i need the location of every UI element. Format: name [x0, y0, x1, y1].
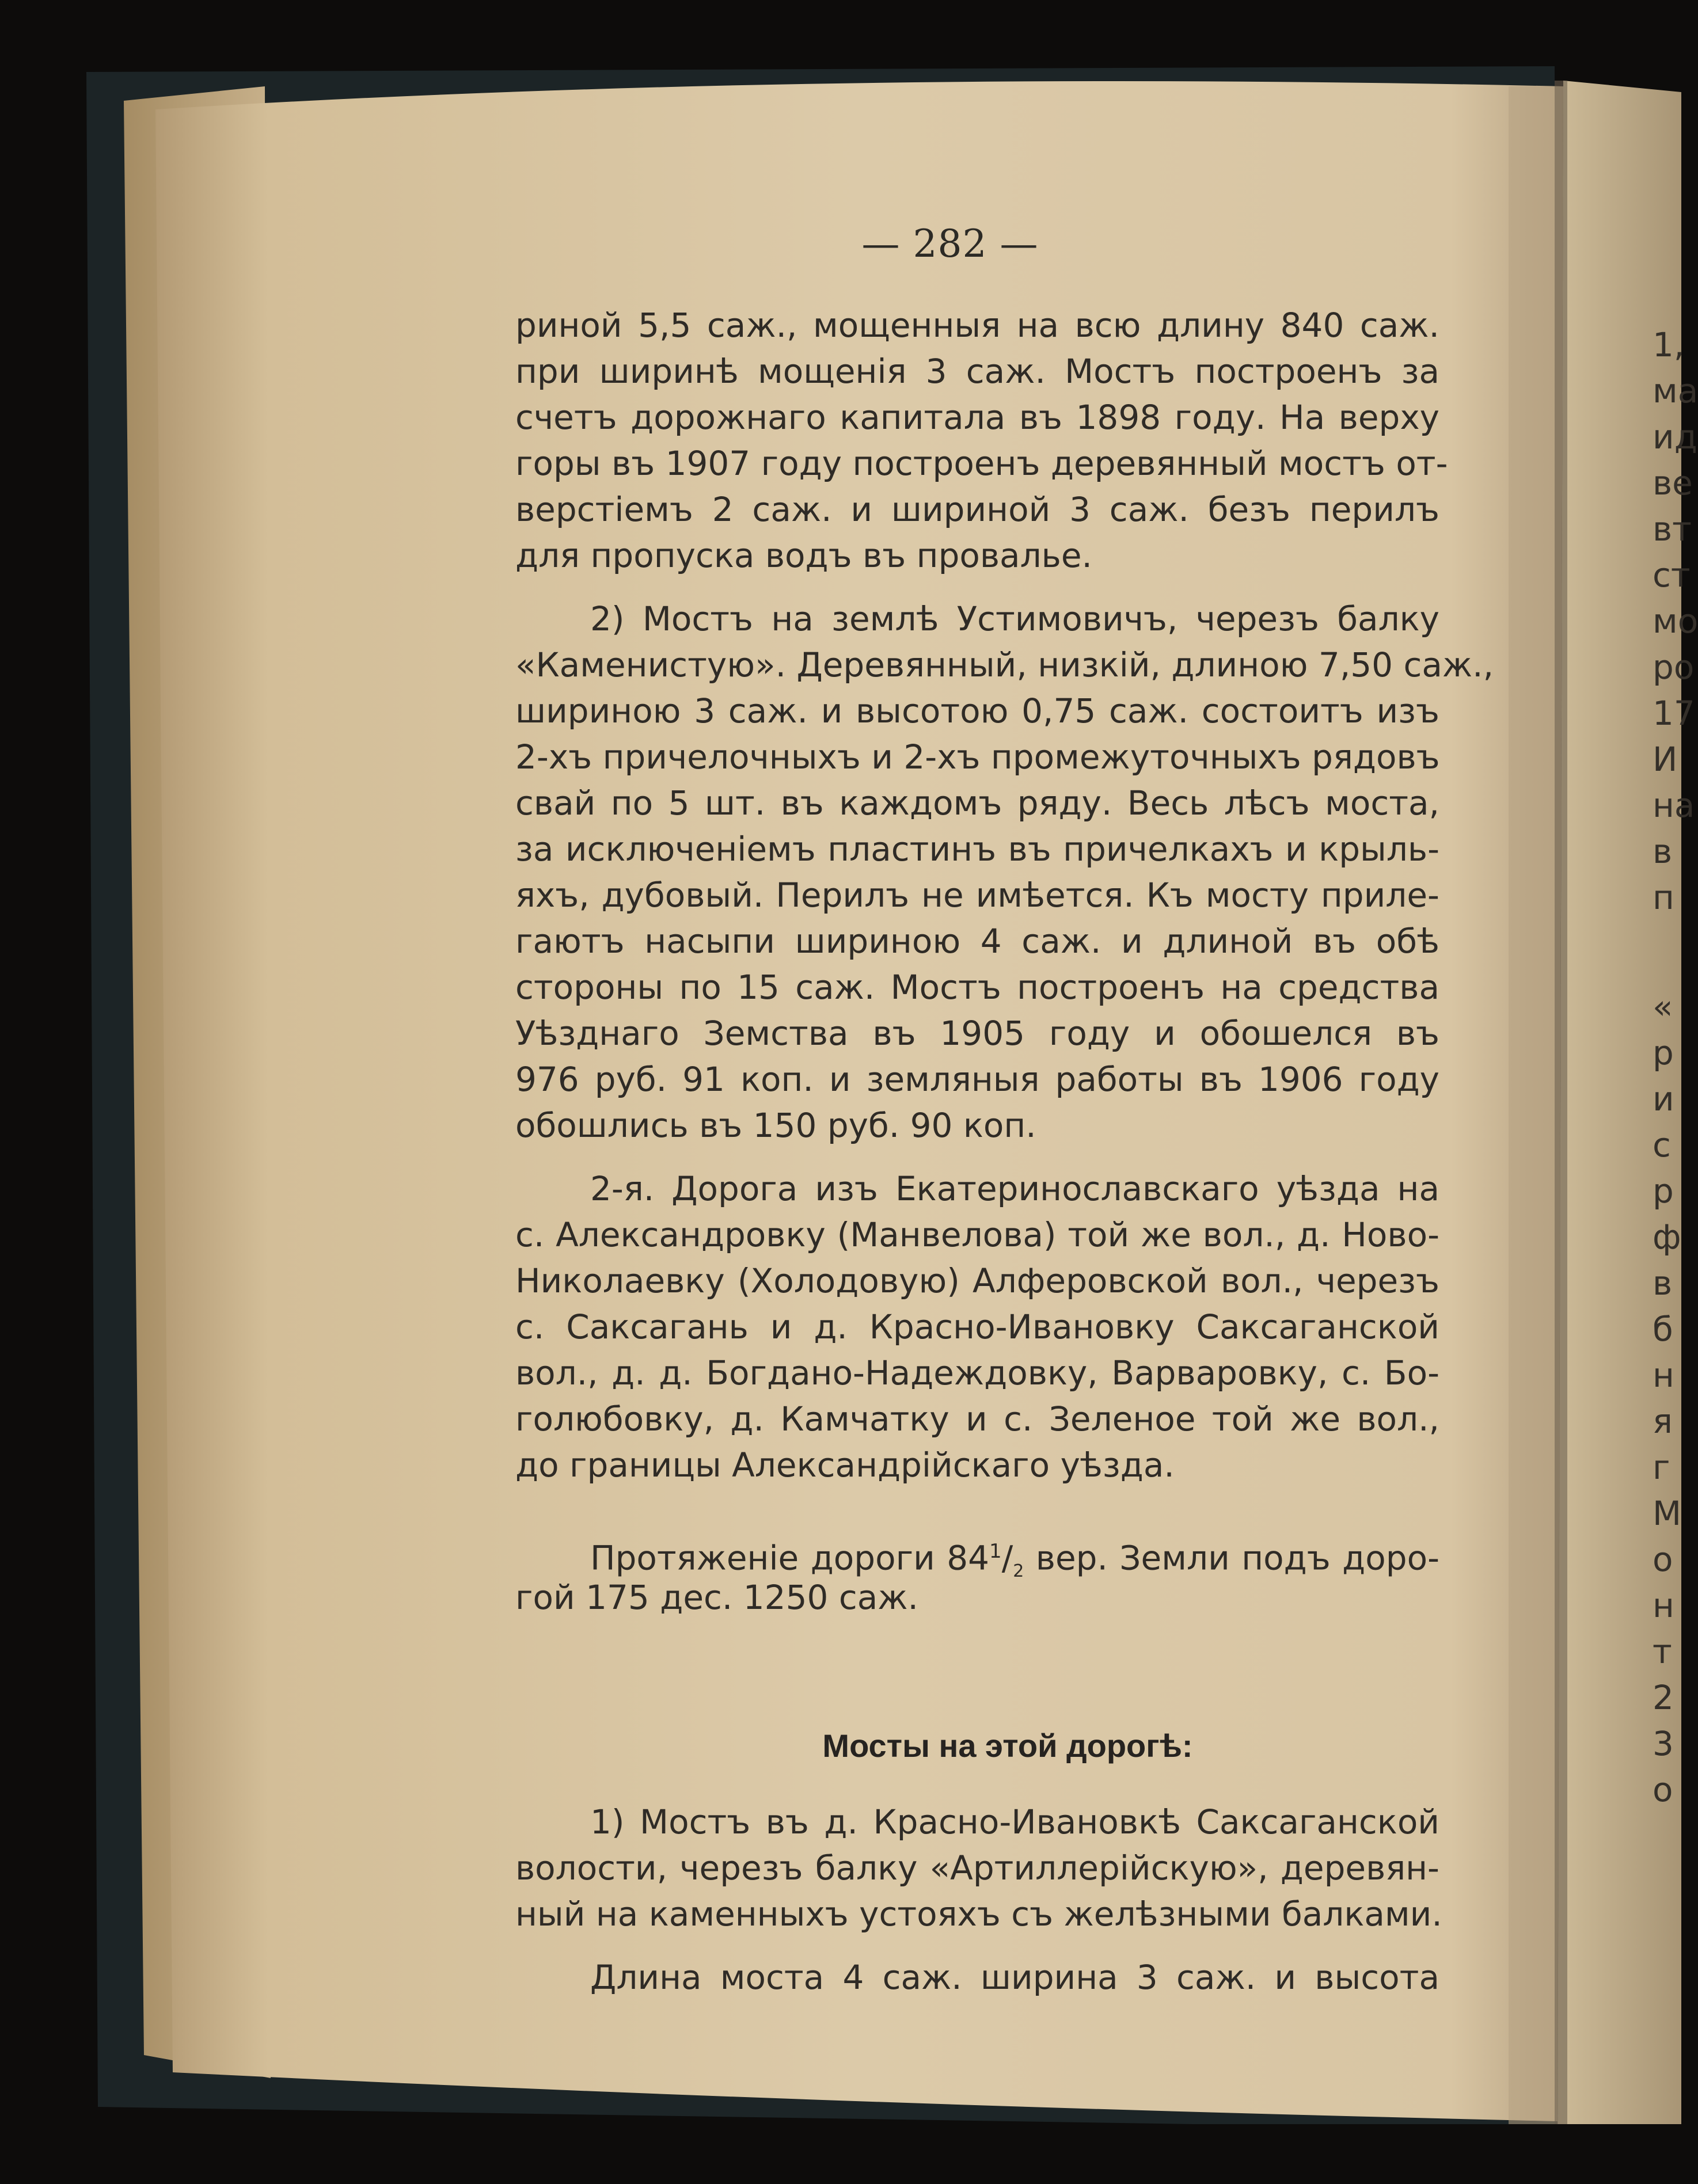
- next-page-fragment: я: [1653, 1402, 1673, 1441]
- next-page-fragment: 3: [1653, 1724, 1674, 1763]
- next-page-fragment: р: [1653, 1171, 1674, 1211]
- text-line: яхъ, дубовый. Перилъ не имѣется. Къ мосту приле-: [515, 876, 1439, 915]
- text-line: голюбовку, д. Камчатку и с. Зеленое той же вол.,: [515, 1399, 1439, 1439]
- fraction-slash: /: [1001, 1538, 1013, 1578]
- next-page-fragment: в: [1653, 1264, 1673, 1303]
- text-line: ный на каменныхъ устояхъ съ желѣзными балками.: [515, 1894, 1442, 1934]
- text-line: Николаевку (Холодовую) Алферовской вол., черезъ: [515, 1261, 1439, 1300]
- text-line: при ширинѣ мощенія 3 саж. Мостъ построенъ за: [515, 352, 1439, 391]
- text-line: волости, черезъ балку «Артиллерійскую», деревян-: [515, 1848, 1439, 1888]
- text-line: стороны по 15 саж. Мостъ построенъ на средства: [515, 968, 1439, 1007]
- text-line: верстіемъ 2 саж. и шириной 3 саж. безъ перилъ: [515, 490, 1439, 529]
- text-line: обошлись въ 150 руб. 90 коп.: [515, 1106, 1036, 1145]
- text-line: 2) Мостъ на землѣ Устимовичъ, черезъ балку: [590, 599, 1439, 638]
- text-line: счетъ дорожнаго капитала въ 1898 году. На верху: [515, 398, 1439, 437]
- text-line: риной 5,5 саж., мощенныя на всю длину 840 саж.: [515, 306, 1439, 345]
- text-line: для пропуска водъ въ провалье.: [515, 536, 1092, 575]
- section-heading: Мосты на этой дорогѣ:: [822, 1728, 1193, 1764]
- next-page-fragment: о: [1653, 1540, 1673, 1579]
- text-line: 976 руб. 91 коп. и земляныя работы въ 1906 году: [515, 1060, 1439, 1099]
- next-page-fragment: ст: [1653, 555, 1691, 595]
- text-line: вол., д. д. Богдано-Надеждовку, Варваровку, с. Бо-: [515, 1353, 1439, 1392]
- next-page-fragment: и: [1653, 1079, 1674, 1118]
- length-prefix: Протяженіе дороги 84: [590, 1538, 990, 1578]
- text-line: горы въ 1907 году построенъ деревянный мостъ от-: [515, 444, 1448, 483]
- fraction-denominator: 2: [1013, 1561, 1024, 1581]
- text-line: 2-я. Дорога изъ Екатеринославскаго уѣзда на: [590, 1169, 1439, 1208]
- next-page-fragment: б: [1653, 1310, 1673, 1349]
- next-page-fragment: ф: [1653, 1217, 1681, 1257]
- next-page-fragment: «: [1653, 987, 1673, 1026]
- text-line-length: [590, 1528, 1440, 1581]
- next-page-fragment: вт: [1653, 509, 1692, 549]
- page-number: — 282 —: [861, 222, 1039, 266]
- text-line: с. Саксагань и д. Красно-Ивановку Саксаганской: [515, 1307, 1439, 1346]
- next-page-fragment: ма: [1653, 371, 1698, 410]
- next-page-fragment: с: [1653, 1125, 1671, 1165]
- text-line: до границы Александрійскаго уѣзда.: [515, 1445, 1175, 1485]
- text-line: Длина моста 4 саж. ширина 3 саж. и высота: [590, 1958, 1439, 1997]
- next-page-fragment: р: [1653, 1033, 1674, 1072]
- next-page-fragment: мо: [1653, 602, 1698, 641]
- length-rest: вер. Земли подъ доро-: [1024, 1538, 1440, 1578]
- next-page-fragment: ро: [1653, 648, 1695, 687]
- next-page-fragment: н: [1653, 1586, 1674, 1625]
- next-page-fragment: 2: [1653, 1678, 1674, 1717]
- text-line: гаютъ насыпи шириною 4 саж. и длиной въ обѣ: [515, 922, 1439, 961]
- text-line: с. Александровку (Манвелова) той же вол., д. Ново-: [515, 1215, 1439, 1254]
- next-page-fragment: М: [1653, 1494, 1682, 1533]
- next-page-fragment: ид: [1653, 417, 1697, 456]
- text-line: свай по 5 шт. въ каждомъ ряду. Весь лѣсъ моста,: [515, 783, 1439, 823]
- next-page-fragment: И: [1653, 740, 1678, 779]
- next-page-fragment: о: [1653, 1770, 1673, 1809]
- text-line: «Каменистую». Деревянный, низкій, длиною 7,50 саж.,: [515, 645, 1494, 684]
- next-page-fragment: ве: [1653, 463, 1693, 503]
- next-page-fragment: в: [1653, 832, 1673, 871]
- next-page-fragment: п: [1653, 878, 1674, 917]
- text-line: 1) Мостъ въ д. Красно-Ивановкѣ Саксаганской: [590, 1802, 1439, 1841]
- next-page-fragment: н: [1653, 1356, 1674, 1395]
- text-line: Уѣзднаго Земства въ 1905 году и обошелся въ: [515, 1014, 1439, 1053]
- text-line: шириною 3 саж. и высотою 0,75 саж. состоитъ изъ: [515, 691, 1439, 730]
- text-line: за исключеніемъ пластинъ въ причелкахъ и крыль-: [515, 830, 1439, 869]
- text-line: 2-хъ причелочныхъ и 2-хъ промежуточныхъ рядовъ: [515, 737, 1440, 777]
- text-line: гой 175 дес. 1250 саж.: [515, 1578, 918, 1617]
- next-page-fragment: 1,: [1653, 325, 1685, 364]
- next-page-fragment: т: [1653, 1632, 1672, 1671]
- next-page-fragment: г: [1653, 1448, 1670, 1487]
- next-page-fragment: 17: [1653, 694, 1695, 733]
- fraction-numerator: 1: [989, 1540, 1002, 1563]
- next-page-fragment: на: [1653, 786, 1695, 825]
